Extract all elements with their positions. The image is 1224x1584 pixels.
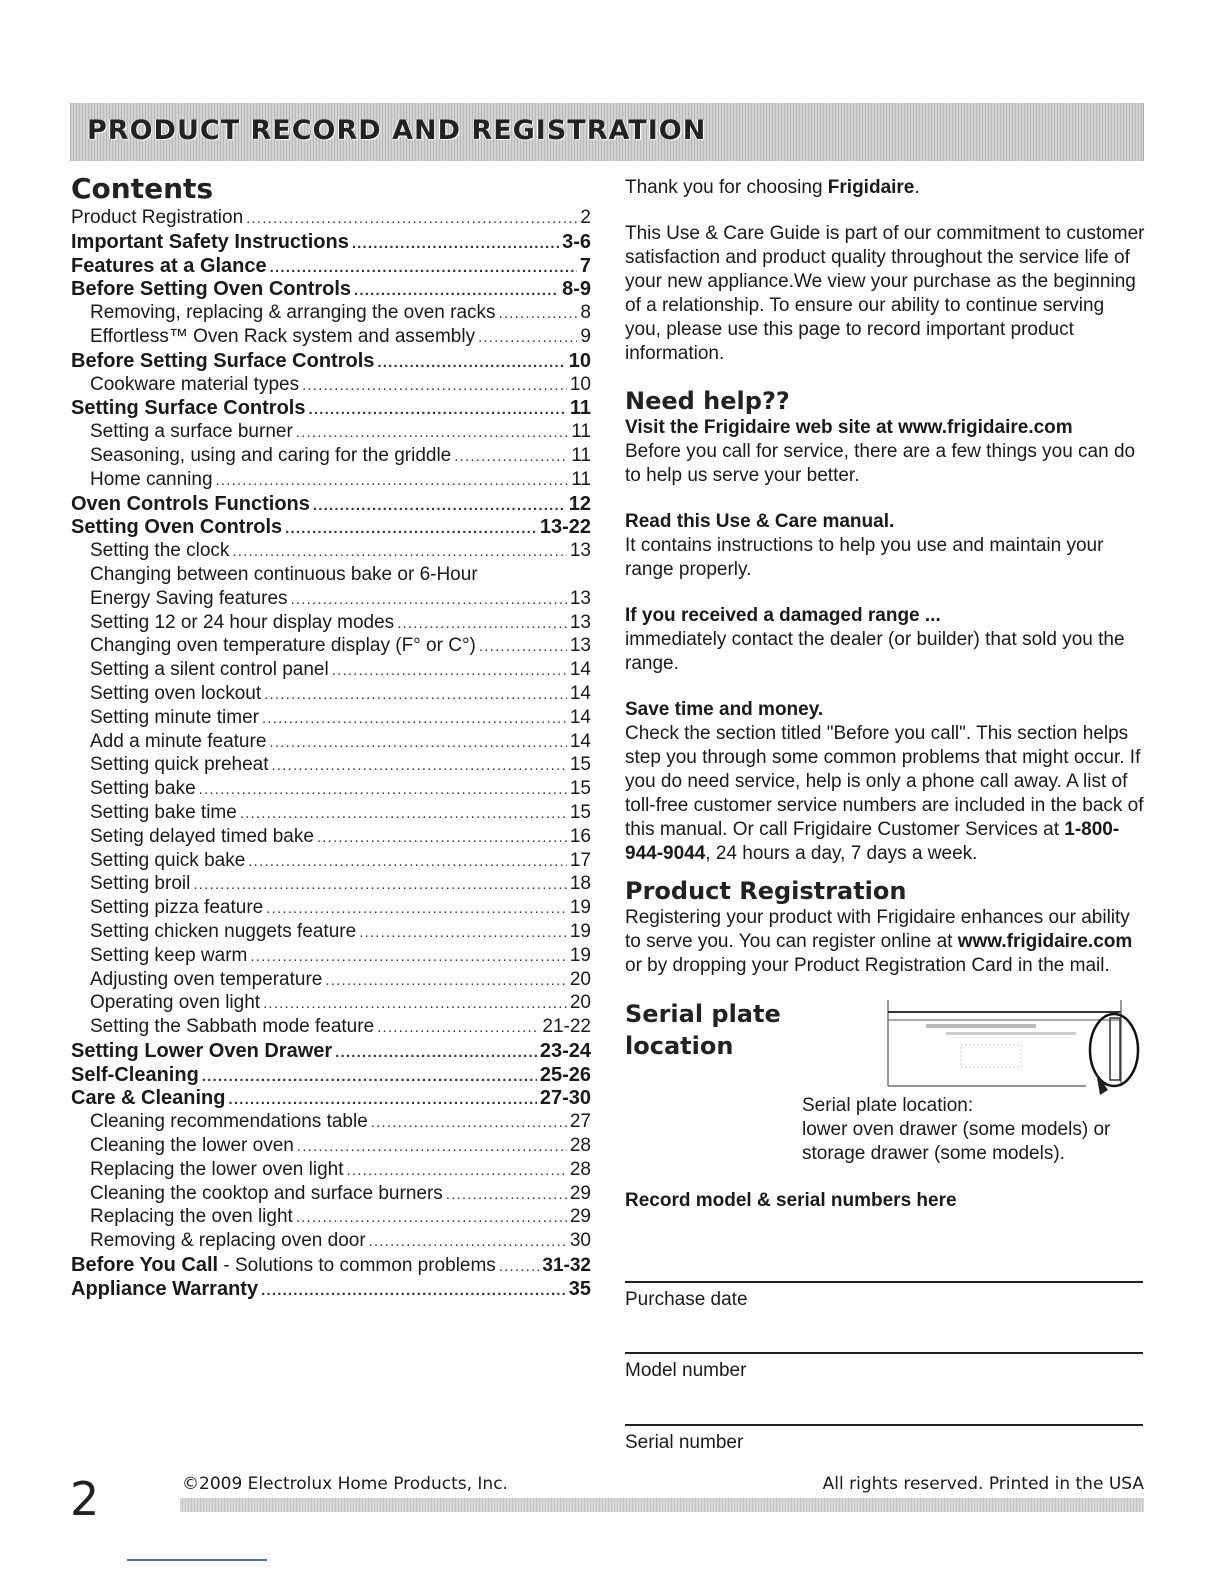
toc-leader-dots: [199, 781, 567, 798]
toc-item-page: 8-9: [562, 278, 591, 301]
toc-leader-dots: [296, 1209, 567, 1226]
toc-item[interactable]: [71, 683, 591, 707]
toc-leader-dots: [354, 282, 559, 299]
toc-item-page: 29: [569, 1182, 591, 1204]
damaged-range-heading: If you received a damaged range ...: [625, 605, 941, 626]
toc-leader-dots: [263, 995, 567, 1012]
toc-leader-dots: [250, 948, 567, 965]
toc-item-page: 18: [569, 873, 591, 895]
toc-leader-dots: [335, 1044, 537, 1061]
toc-item-page: 13-22: [539, 516, 591, 539]
toc-item[interactable]: [71, 1016, 591, 1040]
toc-item[interactable]: [71, 992, 591, 1016]
toc-item-page: 35: [568, 1277, 591, 1300]
toc-leader-dots: [332, 662, 567, 679]
toc-leader-dots: [248, 853, 567, 870]
web-site-text: Before you call for service, there are a few things you can do to help us serve your better.: [625, 441, 1136, 486]
toc-item-label: Adjusting oven temperature: [90, 968, 323, 990]
toc-item-page: 30: [569, 1230, 591, 1252]
toc-leader-dots: [359, 924, 567, 941]
toc-item[interactable]: [71, 778, 591, 802]
toc-item[interactable]: [71, 612, 591, 636]
toc-item-label: Features at a Glance: [71, 254, 267, 277]
toc-item-label: Setting Oven Controls: [71, 516, 283, 539]
toc-leader-dots: [228, 1091, 536, 1108]
toc-item-page: 11: [571, 468, 591, 490]
toc-item-label: Seting delayed timed bake: [90, 825, 314, 847]
toc-item-page: 20: [569, 992, 591, 1014]
record-numbers-heading: Record model & serial numbers here: [625, 1190, 957, 1211]
toc-item-page: 3-6: [562, 230, 591, 253]
banner-title: PRODUCT RECORD AND REGISTRATION: [87, 115, 707, 146]
toc-item[interactable]: [71, 1040, 591, 1064]
toc-item-label: Energy Saving features: [90, 587, 288, 609]
toc-leader-dots: [261, 1282, 566, 1299]
need-help-heading: Need help??: [625, 387, 790, 415]
toc-item-label: Setting 12 or 24 hour display modes: [90, 611, 395, 633]
toc-item-page: 11: [571, 444, 591, 466]
toc-item[interactable]: [71, 897, 591, 921]
toc-leader-dots: [347, 1162, 567, 1179]
read-manual-text: It contains instructions to help you use and maintain your range properly.: [625, 535, 1104, 580]
toc-item-label: Care & Cleaning: [71, 1087, 226, 1110]
toc-item-label: Cookware material types: [90, 373, 300, 395]
toc-item-label: Setting a silent control panel: [90, 659, 329, 681]
toc-item-page: 9: [580, 325, 591, 347]
toc-item-label: Changing between continuous bake or 6-Hour: [90, 563, 478, 585]
toc-item-label: Setting the clock: [90, 540, 230, 562]
rights-text: All rights reserved. Printed in the USA: [822, 1474, 1144, 1494]
toc-item-label: Setting chicken nuggets feature: [90, 920, 357, 942]
toc-leader-dots: [270, 259, 577, 276]
toc-leader-dots: [479, 638, 567, 655]
phone-number[interactable]: 1-800-944-9044: [625, 819, 1120, 864]
toc-leader-dots: [285, 520, 537, 537]
toc-item[interactable]: [71, 564, 591, 588]
toc-item-label: Product Registration: [71, 207, 244, 228]
toc-item-page: 7: [579, 254, 591, 277]
toc-leader-dots: [454, 448, 568, 465]
toc-item-page: 13: [569, 635, 591, 657]
toc-leader-dots: [478, 329, 577, 346]
toc-item[interactable]: [71, 469, 591, 493]
toc-item-page: 16: [569, 825, 591, 847]
product-registration-heading: Product Registration: [625, 877, 907, 905]
serial-plate-caption: Serial plate location: lower oven drawer (some models) or storage drawer (some models).: [802, 1095, 1111, 1164]
toc-item-label: Setting Surface Controls: [71, 397, 306, 420]
toc-item-page: 17: [569, 849, 591, 871]
right-column: [625, 176, 1145, 978]
toc-item-label: Setting Lower Oven Drawer: [71, 1039, 333, 1062]
toc-item-page: 19: [569, 897, 591, 919]
toc-leader-dots: [377, 1019, 539, 1036]
toc-item-page: 14: [569, 682, 591, 704]
toc-item-label: Operating oven light: [90, 992, 261, 1014]
toc-item-page: 11: [569, 397, 591, 420]
toc-item[interactable]: [71, 207, 591, 231]
toc-item-label: Self-Cleaning: [71, 1063, 199, 1086]
serial-plate-illustration: [886, 1000, 1144, 1095]
toc-item-page: 23-24: [539, 1039, 591, 1062]
toc-leader-dots: [313, 497, 566, 514]
toc-leader-dots: [232, 543, 566, 560]
toc-leader-dots: [308, 401, 566, 418]
toc-item[interactable]: [71, 1111, 591, 1135]
toc-item-page: 15: [569, 778, 591, 800]
toc-item-label: Add a minute feature: [90, 730, 267, 752]
toc-item[interactable]: [71, 635, 591, 659]
contents-title: Contents: [71, 172, 214, 205]
registration-text: Registering your product with Frigidaire enhances our ability to serve you. You can register online at www.frigidaire.com or by dropping your Product Registration Card in the mail.: [625, 907, 1133, 976]
toc-item-label: Setting bake: [90, 778, 196, 800]
toc-item[interactable]: [71, 754, 591, 778]
intro-paragraph: This Use & Care Guide is part of our commitment to customer satisfaction and product quality throughout the service life of your new appliance.We view your purchase as the beginning of a relationship. To ensure our ability to continue serving you, please use this page to record important product information.: [625, 223, 1145, 364]
toc-item[interactable]: [71, 969, 591, 993]
toc-leader-dots: [317, 829, 567, 846]
toc-item-page: 20: [569, 968, 591, 990]
toc-item-page: 12: [568, 492, 591, 515]
toc-item-label: Before Setting Surface Controls: [71, 349, 375, 372]
toc-item[interactable]: [71, 540, 591, 564]
save-time-text: Check the section titled "Before you call". This section helps step you through some common problems that might occur. If you do need service, help is only a phone call away. A list of toll-free customer service numbers are included in the back of this manual. Or call Frigidaire Customer Services at 1-800-944-9044, 24 hours a day, 7 days a week.: [625, 723, 1144, 864]
toc-item[interactable]: [71, 1064, 591, 1088]
toc-item-label: Changing oven temperature display (F° or C°): [90, 635, 476, 657]
toc-item[interactable]: [71, 850, 591, 874]
toc-item[interactable]: [71, 1183, 591, 1207]
toc-leader-dots: [246, 210, 577, 227]
purchase-date-field[interactable]: [625, 1281, 1143, 1311]
toc-item-label: Replacing the lower oven light: [90, 1158, 344, 1180]
toc-leader-dots: [264, 686, 567, 703]
toc-item[interactable]: [71, 731, 591, 755]
toc-leader-dots: [193, 876, 567, 893]
registration-url[interactable]: www.frigidaire.com: [957, 931, 1133, 952]
toc-leader-dots: [202, 1068, 537, 1085]
toc-item-label: Setting quick bake: [90, 849, 246, 871]
toc-leader-dots: [499, 305, 578, 322]
toc-item-page: 2: [580, 207, 591, 228]
toc-item[interactable]: [71, 707, 591, 731]
toc-leader-dots: [291, 591, 567, 608]
toc-item-label: Removing, replacing & arranging the oven racks: [90, 302, 496, 324]
model-number-field[interactable]: [625, 1352, 1143, 1382]
toc-item[interactable]: [71, 826, 591, 850]
copyright-text: ©2009 Electrolux Home Products, Inc.: [182, 1474, 508, 1494]
toc-item[interactable]: [71, 659, 591, 683]
toc-item-page: 25-26: [539, 1063, 591, 1086]
section-banner: [70, 103, 1144, 161]
toc-item-label: Setting minute timer: [90, 706, 259, 728]
serial-plate-heading: Serial plate location: [625, 1000, 781, 1060]
toc-item-page: 19: [569, 944, 591, 966]
thanks-text: Thank you for choosing Frigidaire.: [625, 177, 920, 198]
toc-item[interactable]: [71, 588, 591, 612]
toc-item[interactable]: [71, 350, 591, 374]
toc-item[interactable]: [71, 397, 591, 421]
serial-number-label: Serial number: [625, 1432, 744, 1453]
toc-leader-dots: [272, 757, 567, 774]
model-number-label: Model number: [625, 1360, 747, 1381]
toc-item-label: Replacing the oven light: [90, 1206, 293, 1228]
toc-item-page: 14: [569, 706, 591, 728]
toc-item-page: 14: [569, 659, 591, 681]
toc-leader-dots: [325, 972, 566, 989]
toc-leader-dots: [446, 1186, 567, 1203]
toc-item-label: Setting bake time: [90, 801, 237, 823]
toc-item[interactable]: [71, 1159, 591, 1183]
toc-leader-dots: [216, 472, 569, 489]
toc-item-label: Home canning: [90, 468, 213, 490]
toc-leader-dots: [296, 424, 568, 441]
page-number: 2: [70, 1472, 100, 1526]
toc-item-label: Cleaning recommendations table: [90, 1111, 368, 1133]
toc-item-label: Effortless™ Oven Rack system and assembly: [90, 325, 476, 347]
toc-item-page: 21-22: [542, 1016, 591, 1038]
toc-item-page: 11: [571, 421, 591, 443]
purchase-date-label: Purchase date: [625, 1289, 748, 1310]
toc-item[interactable]: [71, 802, 591, 826]
toc-leader-dots: [369, 1233, 567, 1250]
toc-item-page: 28: [569, 1158, 591, 1180]
toc-item[interactable]: [71, 326, 591, 350]
toc-item-page: 15: [569, 801, 591, 823]
toc-leader-dots: [352, 235, 559, 252]
toc-leader-dots: [266, 900, 567, 917]
damaged-range-text: immediately contact the dealer (or builder) that sold you the range.: [625, 629, 1125, 674]
toc-item-label: Important Safety Instructions: [71, 230, 349, 253]
toc-item-label: Seasoning, using and caring for the griddle: [90, 444, 452, 466]
toc-item[interactable]: [71, 1254, 591, 1278]
toc-leader-dots: [499, 1258, 540, 1275]
divider-line: [127, 1559, 267, 1561]
toc-leader-dots: [377, 354, 565, 371]
toc-item[interactable]: [71, 421, 591, 445]
toc-item-page: 31-32: [542, 1255, 591, 1277]
toc-item-label: Before Setting Oven Controls: [71, 278, 352, 301]
toc-item-label: Cleaning the cooktop and surface burners: [90, 1182, 443, 1204]
toc-item-page: 10: [569, 373, 591, 395]
toc-item-label: Before You Call - Solutions to common problems: [71, 1254, 496, 1277]
web-site-heading[interactable]: Visit the Frigidaire web site at www.frigidaire.com: [625, 417, 1073, 438]
toc-item-label: Setting broil: [90, 873, 191, 895]
toc-item[interactable]: [71, 873, 591, 897]
toc-leader-dots: [269, 734, 566, 751]
toc-item-label: Setting oven lockout: [90, 682, 262, 704]
toc-item-label: Setting the Sabbath mode feature: [90, 1016, 375, 1038]
toc-item-label: Oven Controls Functions: [71, 492, 310, 515]
read-manual-heading: Read this Use & Care manual.: [625, 511, 895, 532]
toc-item-label: Removing & replacing oven door: [90, 1230, 366, 1252]
toc-item[interactable]: [71, 278, 591, 302]
toc-item[interactable]: [71, 1206, 591, 1230]
toc-item[interactable]: [71, 516, 591, 540]
serial-number-field[interactable]: [625, 1424, 1143, 1454]
toc-item[interactable]: [71, 255, 591, 279]
toc-item-label: Cleaning the lower oven: [90, 1135, 294, 1157]
table-of-contents: [71, 207, 591, 1302]
toc-item[interactable]: [71, 1135, 591, 1159]
toc-item-page: 13: [569, 540, 591, 562]
toc-item-page: 8: [580, 302, 591, 324]
toc-item[interactable]: [71, 1278, 591, 1302]
toc-leader-dots: [240, 805, 567, 822]
toc-item-label: Setting a surface burner: [90, 421, 293, 443]
toc-item-page: 13: [569, 611, 591, 633]
toc-item[interactable]: [71, 945, 591, 969]
toc-item[interactable]: [71, 921, 591, 945]
toc-leader-dots: [397, 615, 567, 632]
toc-item-page: 15: [569, 754, 591, 776]
toc-item[interactable]: [71, 231, 591, 255]
toc-item[interactable]: [71, 302, 591, 326]
toc-leader-dots: [371, 1114, 567, 1131]
toc-item-page: 14: [569, 730, 591, 752]
toc-item[interactable]: [71, 374, 591, 398]
toc-item-page: 28: [569, 1135, 591, 1157]
toc-leader-dots: [302, 377, 567, 394]
toc-item-page: 29: [569, 1206, 591, 1228]
toc-leader-dots: [262, 710, 567, 727]
toc-item[interactable]: [71, 493, 591, 517]
toc-item-label: Setting quick preheat: [90, 754, 269, 776]
footer-bar: [180, 1498, 1144, 1512]
toc-item-label: Setting keep warm: [90, 944, 248, 966]
toc-item-page: 27-30: [539, 1087, 591, 1110]
toc-item-label: Appliance Warranty: [71, 1277, 259, 1300]
toc-item-page: 19: [569, 920, 591, 942]
toc-item-page: 27: [569, 1111, 591, 1133]
save-time-heading: Save time and money.: [625, 699, 824, 720]
toc-item-label: Setting pizza feature: [90, 897, 264, 919]
toc-item-page: 10: [568, 349, 591, 372]
toc-item[interactable]: [71, 445, 591, 469]
toc-leader-dots: [297, 1138, 567, 1155]
toc-item-page: 13: [569, 587, 591, 609]
toc-item[interactable]: [71, 1230, 591, 1254]
toc-item[interactable]: [71, 1087, 591, 1111]
